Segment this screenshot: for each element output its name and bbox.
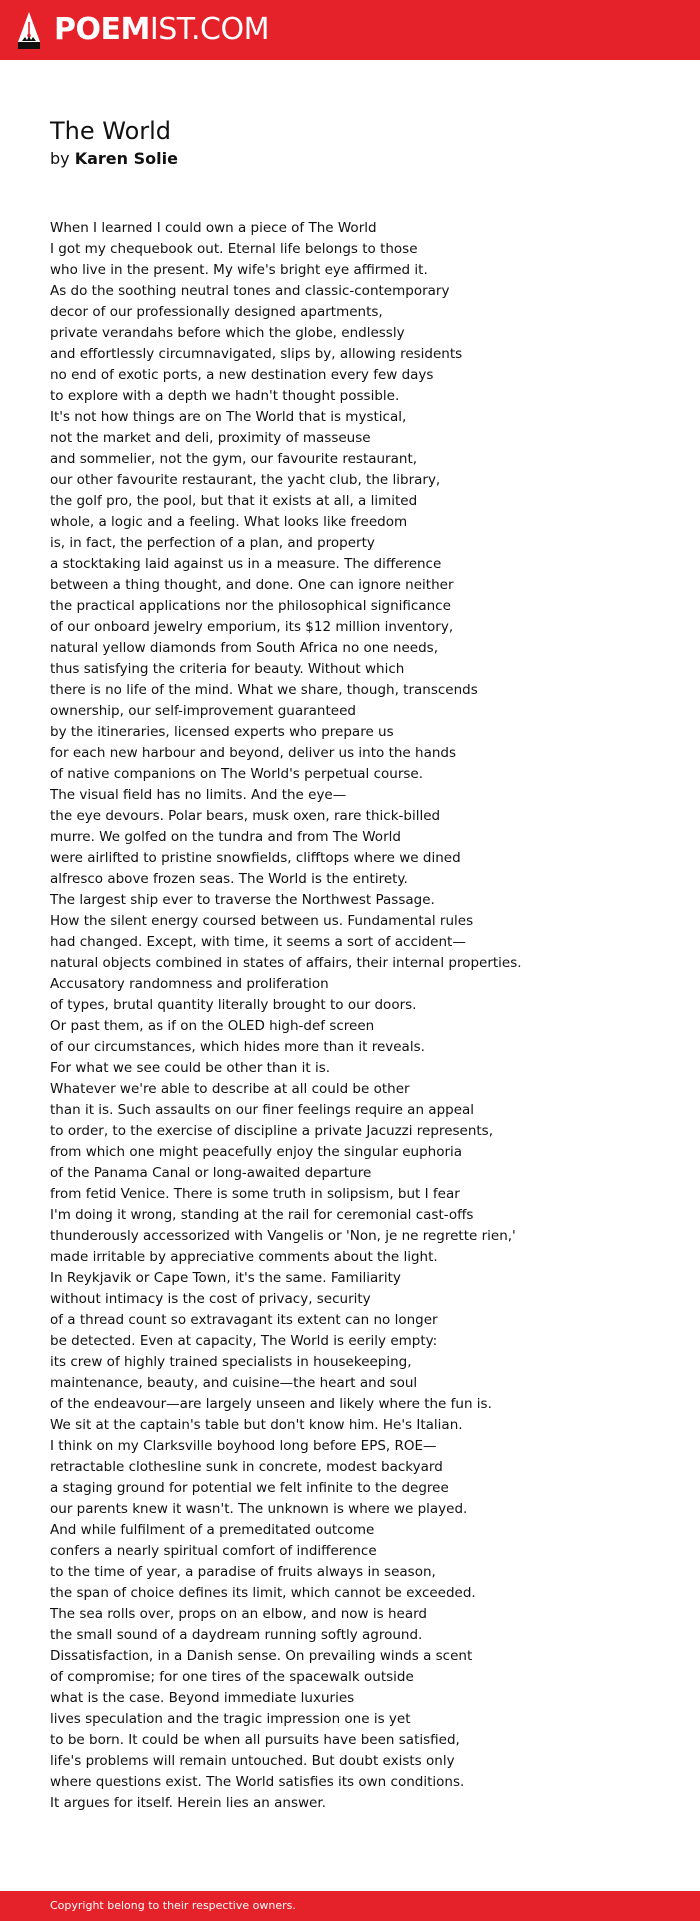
poem-line: our parents knew it wasn't. The unknown is where we played. [50, 1501, 468, 1517]
poem-line: murre. We golfed on the tundra and from The World [50, 829, 401, 845]
poem-line: what is the case. Beyond immediate luxuries [50, 1690, 355, 1706]
by-label: by [50, 149, 70, 168]
poem-line: life's problems will remain untouched. But doubt exists only [50, 1753, 455, 1769]
poem-line: natural objects combined in states of affairs, their internal properties. [50, 955, 522, 971]
poem-line: whole, a logic and a feeling. What looks like freedom [50, 514, 408, 530]
poem-heading [50, 117, 670, 170]
poem-line: maintenance, beauty, and cuisine—the heart and soul [50, 1375, 418, 1391]
poem-line: were airlifted to pristine snowfields, clifftops where we dined [50, 850, 461, 866]
poem-line: of our circumstances, which hides more than it reveals. [50, 1039, 425, 1055]
poem-line: of the endeavour—are largely unseen and likely where the fun is. [50, 1396, 492, 1412]
poem-line: and sommelier, not the gym, our favourite restaurant, [50, 451, 418, 467]
poem-line: to order, to the exercise of discipline a private Jacuzzi represents, [50, 1123, 494, 1139]
poem-line: our other favourite restaurant, the yacht club, the library, [50, 472, 441, 488]
poem-line: for each new harbour and beyond, deliver us into the hands [50, 745, 457, 761]
poem-line: of the Panama Canal or long-awaited departure [50, 1165, 372, 1181]
poem-line: to explore with a depth we hadn't thought possible. [50, 388, 400, 404]
poem-line: by the itineraries, licensed experts who prepare us [50, 724, 394, 740]
logo-text-bold: POEM [54, 12, 150, 47]
poem-line: How the silent energy coursed between us. Fundamental rules [50, 913, 474, 929]
poem-line: And while fulfilment of a premeditated outcome [50, 1522, 375, 1538]
poem-line: alfresco above frozen seas. The World is the entirety. [50, 871, 408, 887]
poem-line: be detected. Even at capacity, The World is eerily empty: [50, 1333, 438, 1349]
poem-line: The sea rolls over, props on an elbow, and now is heard [50, 1606, 427, 1622]
poem-line: of our onboard jewelry emporium, its $12 million inventory, [50, 619, 454, 635]
poem-line: the span of choice defines its limit, which cannot be exceeded. [50, 1585, 476, 1601]
poem-line: confers a nearly spiritual comfort of indifference [50, 1543, 377, 1559]
poem-line: It argues for itself. Herein lies an answer. [50, 1795, 326, 1811]
poem-line: there is no life of the mind. What we share, though, transcends [50, 682, 478, 698]
poem-line: I got my chequebook out. Eternal life belongs to those [50, 241, 418, 257]
poem-line: between a thing thought, and done. One can ignore neither [50, 577, 454, 593]
fountain-pen-nib-icon [16, 10, 42, 50]
poem-author: Karen Solie [74, 149, 178, 168]
poem-line: ownership, our self-improvement guaranteed [50, 703, 356, 719]
poem-line: than it is. Such assaults on our finer feelings require an appeal [50, 1102, 475, 1118]
logo-text [54, 10, 269, 50]
poem-line: the small sound of a daydream running softly aground. [50, 1627, 423, 1643]
poem-line: no end of exotic ports, a new destination every few days [50, 367, 434, 383]
poem-line: Accusatory randomness and proliferation [50, 976, 329, 992]
poem-line: For what we see could be other than it is. [50, 1060, 331, 1076]
poem-line: Whatever we're able to describe at all could be other [50, 1081, 410, 1097]
poem-line: We sit at the captain's table but don't know him. He's Italian. [50, 1417, 463, 1433]
poem-line: Dissatisfaction, in a Danish sense. On prevailing winds a scent [50, 1648, 473, 1664]
poem-line: to the time of year, a paradise of fruits always in season, [50, 1564, 436, 1580]
poem-line: a staging ground for potential we felt infinite to the degree [50, 1480, 449, 1496]
poem-line: In Reykjavik or Cape Town, it's the same. Familiarity [50, 1270, 401, 1286]
poem-line: the golf pro, the pool, but that it exists at all, a limited [50, 493, 418, 509]
poem-line: private verandahs before which the globe, endlessly [50, 325, 405, 341]
poem-byline [50, 148, 670, 170]
poem-line: of compromise; for one tires of the spacewalk outside [50, 1669, 414, 1685]
poem-line: to be born. It could be when all pursuits have been satisfied, [50, 1732, 460, 1748]
poem-line: Or past them, as if on the OLED high-def screen [50, 1018, 375, 1034]
poem-line: thunderously accessorized with Vangelis or 'Non, je ne regrette rien,' [50, 1228, 516, 1244]
poem-line: of native companions on The World's perpetual course. [50, 766, 423, 782]
poem-body [50, 218, 670, 1814]
poem-line: I'm doing it wrong, standing at the rail for ceremonial cast-offs [50, 1207, 474, 1223]
poem-line: It's not how things are on The World that is mystical, [50, 409, 407, 425]
poem-line: The visual field has no limits. And the eye— [50, 787, 347, 803]
logo-text-light: IST.COM [149, 12, 269, 47]
poem-line: the eye devours. Polar bears, musk oxen, rare thick-billed [50, 808, 441, 824]
poem-line: a stocktaking laid against us in a measure. The difference [50, 556, 442, 572]
poem-line: decor of our professionally designed apartments, [50, 304, 383, 320]
poem-line: the practical applications nor the philosophical significance [50, 598, 451, 614]
poem-line: retractable clothesline sunk in concrete, modest backyard [50, 1459, 443, 1475]
copyright-text: Copyright belong to their respective owners. [50, 1899, 296, 1912]
poem-line: I think on my Clarksville boyhood long before EPS, ROE— [50, 1438, 437, 1454]
poem-line: who live in the present. My wife's bright eye affirmed it. [50, 262, 428, 278]
poem-line: As do the soothing neutral tones and classic-contemporary [50, 283, 450, 299]
poem-line: its crew of highly trained specialists in housekeeping, [50, 1354, 412, 1370]
poem-line: not the market and deli, proximity of masseuse [50, 430, 371, 446]
poem-line: made irritable by appreciative comments about the light. [50, 1249, 438, 1265]
poem-line: of a thread count so extravagant its extent can no longer [50, 1312, 438, 1328]
poem-line: of types, brutal quantity literally brought to our doors. [50, 997, 417, 1013]
poem-line: from which one might peacefully enjoy the singular euphoria [50, 1144, 463, 1160]
poem-line: lives speculation and the tragic impression one is yet [50, 1711, 411, 1727]
poem-line: is, in fact, the perfection of a plan, and property [50, 535, 375, 551]
poem-line: and effortlessly circumnavigated, slips by, allowing residents [50, 346, 463, 362]
site-footer [0, 1891, 700, 1921]
poem-line: When I learned I could own a piece of The World [50, 220, 377, 236]
poem-line: where questions exist. The World satisfies its own conditions. [50, 1774, 465, 1790]
poem-line: The largest ship ever to traverse the Northwest Passage. [50, 892, 435, 908]
poem-line: natural yellow diamonds from South Africa no one needs, [50, 640, 438, 656]
poem-line: without intimacy is the cost of privacy, security [50, 1291, 371, 1307]
poem-title: The World [50, 117, 172, 145]
poem-line: thus satisfying the criteria for beauty. Without which [50, 661, 405, 677]
poem-line: had changed. Except, with time, it seems a sort of accident— [50, 934, 466, 950]
poem-line: from fetid Venice. There is some truth in solipsism, but I fear [50, 1186, 460, 1202]
site-header [0, 0, 700, 60]
site-logo[interactable] [16, 10, 269, 50]
